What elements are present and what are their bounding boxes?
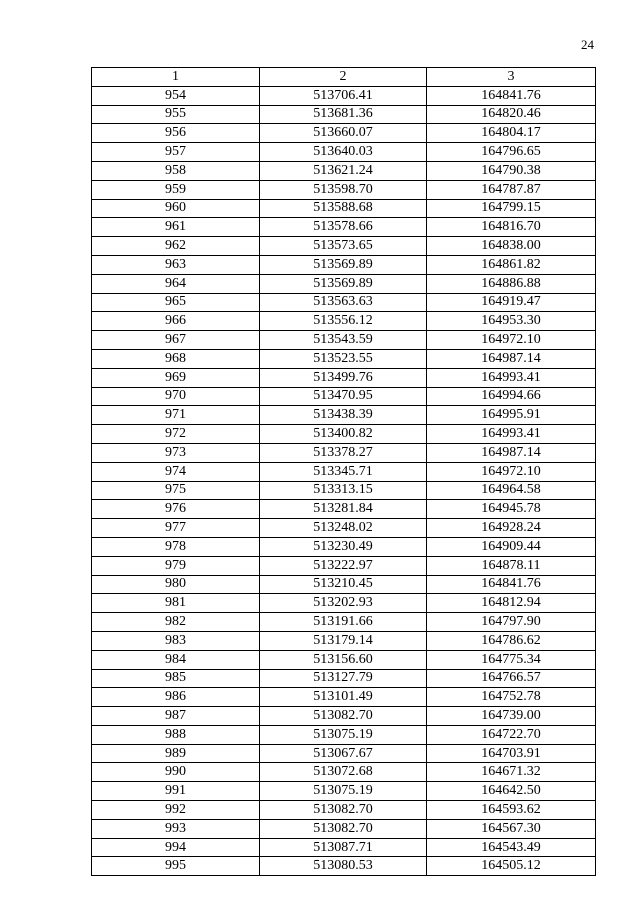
table-row	[92, 725, 596, 744]
x-coordinate-cell: 513523.55	[260, 349, 427, 368]
column-header-3: 3	[427, 68, 596, 87]
x-coordinate-cell: 513563.63	[260, 293, 427, 312]
y-coordinate-cell: 164790.38	[427, 161, 596, 180]
x-coordinate-cell: 513087.71	[260, 838, 427, 857]
table-row	[92, 293, 596, 312]
y-coordinate-cell: 164994.66	[427, 387, 596, 406]
y-coordinate-cell: 164928.24	[427, 519, 596, 538]
x-coordinate-cell: 513470.95	[260, 387, 427, 406]
table-row	[92, 143, 596, 162]
table-row	[92, 406, 596, 425]
y-coordinate-cell: 164953.30	[427, 312, 596, 331]
point-number-cell: 955	[92, 105, 260, 124]
y-coordinate-cell: 164919.47	[427, 293, 596, 312]
y-coordinate-cell: 164987.14	[427, 349, 596, 368]
y-coordinate-cell: 164861.82	[427, 255, 596, 274]
column-header-1: 1	[92, 68, 260, 87]
x-coordinate-cell: 513281.84	[260, 500, 427, 519]
y-coordinate-cell: 164820.46	[427, 105, 596, 124]
y-coordinate-cell: 164964.58	[427, 481, 596, 500]
x-coordinate-cell: 513067.67	[260, 744, 427, 763]
table-row	[92, 801, 596, 820]
table-row	[92, 688, 596, 707]
table-row	[92, 368, 596, 387]
table-body	[92, 86, 596, 875]
table-row	[92, 819, 596, 838]
point-number-cell: 987	[92, 707, 260, 726]
point-number-cell: 963	[92, 255, 260, 274]
y-coordinate-cell: 164543.49	[427, 838, 596, 857]
x-coordinate-cell: 513378.27	[260, 443, 427, 462]
point-number-cell: 972	[92, 425, 260, 444]
x-coordinate-cell: 513660.07	[260, 124, 427, 143]
table-row	[92, 650, 596, 669]
point-number-cell: 992	[92, 801, 260, 820]
table-row	[92, 180, 596, 199]
point-number-cell: 957	[92, 143, 260, 162]
x-coordinate-cell: 513438.39	[260, 406, 427, 425]
x-coordinate-cell: 513127.79	[260, 669, 427, 688]
table-row	[92, 537, 596, 556]
point-number-cell: 965	[92, 293, 260, 312]
point-number-cell: 993	[92, 819, 260, 838]
x-coordinate-cell: 513230.49	[260, 537, 427, 556]
point-number-cell: 967	[92, 331, 260, 350]
point-number-cell: 958	[92, 161, 260, 180]
y-coordinate-cell: 164722.70	[427, 725, 596, 744]
x-coordinate-cell: 513681.36	[260, 105, 427, 124]
x-coordinate-cell: 513400.82	[260, 425, 427, 444]
y-coordinate-cell: 164878.11	[427, 556, 596, 575]
table-row	[92, 349, 596, 368]
y-coordinate-cell: 164993.41	[427, 425, 596, 444]
y-coordinate-cell: 164786.62	[427, 631, 596, 650]
y-coordinate-cell: 164987.14	[427, 443, 596, 462]
y-coordinate-cell: 164993.41	[427, 368, 596, 387]
y-coordinate-cell: 164505.12	[427, 857, 596, 876]
y-coordinate-cell: 164804.17	[427, 124, 596, 143]
table-row	[92, 255, 596, 274]
x-coordinate-cell: 513556.12	[260, 312, 427, 331]
point-number-cell: 982	[92, 613, 260, 632]
table-row	[92, 556, 596, 575]
table-row	[92, 707, 596, 726]
table-row	[92, 105, 596, 124]
x-coordinate-cell: 513202.93	[260, 594, 427, 613]
x-coordinate-cell: 513080.53	[260, 857, 427, 876]
point-number-cell: 994	[92, 838, 260, 857]
x-coordinate-cell: 513569.89	[260, 274, 427, 293]
point-number-cell: 962	[92, 237, 260, 256]
table-row	[92, 631, 596, 650]
table-row	[92, 519, 596, 538]
y-coordinate-cell: 164796.65	[427, 143, 596, 162]
column-header-2: 2	[260, 68, 427, 87]
point-number-cell: 973	[92, 443, 260, 462]
point-number-cell: 960	[92, 199, 260, 218]
x-coordinate-cell: 513578.66	[260, 218, 427, 237]
y-coordinate-cell: 164841.76	[427, 86, 596, 105]
point-number-cell: 966	[92, 312, 260, 331]
x-coordinate-cell: 513313.15	[260, 481, 427, 500]
table-row	[92, 763, 596, 782]
x-coordinate-cell: 513573.65	[260, 237, 427, 256]
x-coordinate-cell: 513191.66	[260, 613, 427, 632]
point-number-cell: 975	[92, 481, 260, 500]
x-coordinate-cell: 513621.24	[260, 161, 427, 180]
point-number-cell: 988	[92, 725, 260, 744]
y-coordinate-cell: 164799.15	[427, 199, 596, 218]
table-row	[92, 312, 596, 331]
x-coordinate-cell: 513082.70	[260, 819, 427, 838]
y-coordinate-cell: 164838.00	[427, 237, 596, 256]
table-row	[92, 782, 596, 801]
x-coordinate-cell: 513210.45	[260, 575, 427, 594]
y-coordinate-cell: 164775.34	[427, 650, 596, 669]
point-number-cell: 959	[92, 180, 260, 199]
x-coordinate-cell: 513075.19	[260, 782, 427, 801]
x-coordinate-cell: 513543.59	[260, 331, 427, 350]
point-number-cell: 981	[92, 594, 260, 613]
point-number-cell: 956	[92, 124, 260, 143]
point-number-cell: 971	[92, 406, 260, 425]
y-coordinate-cell: 164567.30	[427, 819, 596, 838]
y-coordinate-cell: 164642.50	[427, 782, 596, 801]
table-row	[92, 575, 596, 594]
y-coordinate-cell: 164972.10	[427, 331, 596, 350]
table-row	[92, 594, 596, 613]
point-number-cell: 995	[92, 857, 260, 876]
table-row	[92, 274, 596, 293]
point-number-cell: 990	[92, 763, 260, 782]
table-row	[92, 218, 596, 237]
x-coordinate-cell: 513222.97	[260, 556, 427, 575]
x-coordinate-cell: 513072.68	[260, 763, 427, 782]
table-row	[92, 481, 596, 500]
y-coordinate-cell: 164766.57	[427, 669, 596, 688]
y-coordinate-cell: 164787.87	[427, 180, 596, 199]
x-coordinate-cell: 513248.02	[260, 519, 427, 538]
x-coordinate-cell: 513101.49	[260, 688, 427, 707]
point-number-cell: 954	[92, 86, 260, 105]
x-coordinate-cell: 513569.89	[260, 255, 427, 274]
point-number-cell: 984	[92, 650, 260, 669]
x-coordinate-cell: 513075.19	[260, 725, 427, 744]
point-number-cell: 991	[92, 782, 260, 801]
table-row	[92, 744, 596, 763]
table-row	[92, 500, 596, 519]
y-coordinate-cell: 164593.62	[427, 801, 596, 820]
table-row	[92, 613, 596, 632]
y-coordinate-cell: 164703.91	[427, 744, 596, 763]
y-coordinate-cell: 164739.00	[427, 707, 596, 726]
y-coordinate-cell: 164671.32	[427, 763, 596, 782]
point-number-cell: 985	[92, 669, 260, 688]
table-row	[92, 669, 596, 688]
page-number: 24	[581, 37, 594, 52]
table-row	[92, 199, 596, 218]
x-coordinate-cell: 513640.03	[260, 143, 427, 162]
x-coordinate-cell: 513706.41	[260, 86, 427, 105]
y-coordinate-cell: 164945.78	[427, 500, 596, 519]
table-row	[92, 387, 596, 406]
y-coordinate-cell: 164816.70	[427, 218, 596, 237]
y-coordinate-cell: 164841.76	[427, 575, 596, 594]
table-row	[92, 124, 596, 143]
point-number-cell: 977	[92, 519, 260, 538]
point-number-cell: 974	[92, 462, 260, 481]
point-number-cell: 961	[92, 218, 260, 237]
table-row	[92, 857, 596, 876]
y-coordinate-cell: 164797.90	[427, 613, 596, 632]
x-coordinate-cell: 513156.60	[260, 650, 427, 669]
table-row	[92, 237, 596, 256]
y-coordinate-cell: 164909.44	[427, 537, 596, 556]
x-coordinate-cell: 513345.71	[260, 462, 427, 481]
point-number-cell: 970	[92, 387, 260, 406]
y-coordinate-cell: 164886.88	[427, 274, 596, 293]
y-coordinate-cell: 164812.94	[427, 594, 596, 613]
point-number-cell: 969	[92, 368, 260, 387]
x-coordinate-cell: 513598.70	[260, 180, 427, 199]
point-number-cell: 978	[92, 537, 260, 556]
point-number-cell: 979	[92, 556, 260, 575]
point-number-cell: 976	[92, 500, 260, 519]
y-coordinate-cell: 164972.10	[427, 462, 596, 481]
table-header-row	[92, 68, 596, 87]
table-row	[92, 86, 596, 105]
table-row	[92, 462, 596, 481]
table-row	[92, 425, 596, 444]
point-number-cell: 989	[92, 744, 260, 763]
table-row	[92, 443, 596, 462]
x-coordinate-cell: 513499.76	[260, 368, 427, 387]
y-coordinate-cell: 164995.91	[427, 406, 596, 425]
x-coordinate-cell: 513082.70	[260, 707, 427, 726]
point-number-cell: 964	[92, 274, 260, 293]
table-row	[92, 838, 596, 857]
x-coordinate-cell: 513179.14	[260, 631, 427, 650]
x-coordinate-cell: 513588.68	[260, 199, 427, 218]
table-row	[92, 331, 596, 350]
coordinates-table	[91, 67, 596, 876]
table-row	[92, 161, 596, 180]
point-number-cell: 986	[92, 688, 260, 707]
point-number-cell: 980	[92, 575, 260, 594]
y-coordinate-cell: 164752.78	[427, 688, 596, 707]
point-number-cell: 983	[92, 631, 260, 650]
point-number-cell: 968	[92, 349, 260, 368]
x-coordinate-cell: 513082.70	[260, 801, 427, 820]
